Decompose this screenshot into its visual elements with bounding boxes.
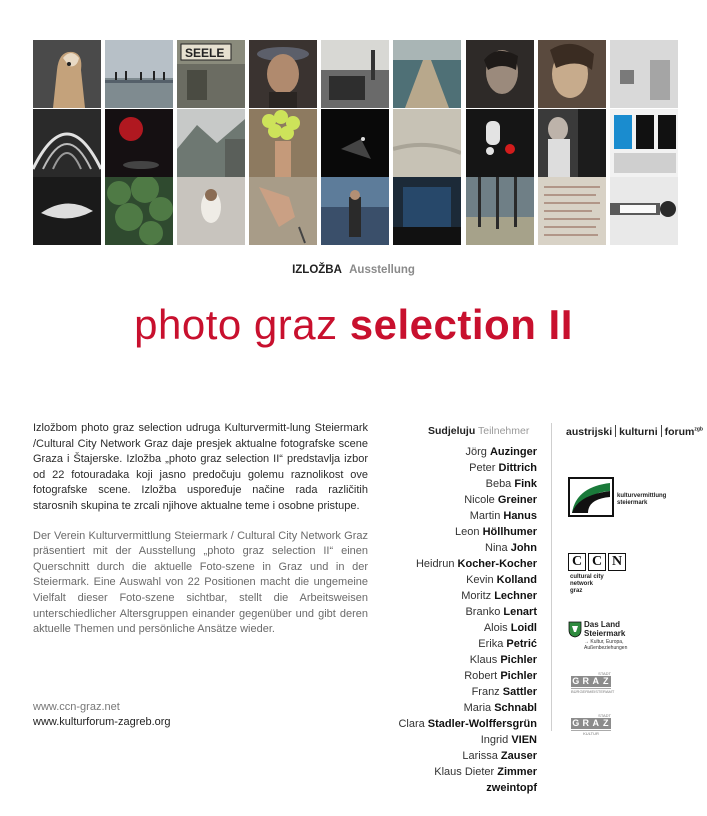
participant-last-name: Dittrich xyxy=(498,462,537,474)
participant-row xyxy=(398,540,537,556)
participant-row xyxy=(398,732,537,748)
graz-buergermeisteramt-logo: STADT G R A Z BÜRGERMEISTERAMT xyxy=(571,671,615,694)
title-bold: selection II xyxy=(349,301,573,348)
photo-red-light xyxy=(105,109,173,177)
participant-row xyxy=(398,684,537,700)
photo-lips-shape xyxy=(33,177,101,245)
participant-last-name: John xyxy=(510,542,537,554)
participant-first-name: Nicole xyxy=(464,494,495,506)
participant-first-name: Beba xyxy=(485,478,512,490)
participant-first-name: Ingrid xyxy=(480,734,509,746)
exhibition-label-de: Ausstellung xyxy=(349,264,415,276)
photo-sand xyxy=(393,109,461,177)
participant-last-name: Stadler-Wolffersgrün xyxy=(427,718,537,730)
photo-tennis-balls xyxy=(249,109,317,177)
photo-building-bw xyxy=(321,40,389,108)
participant-first-name: Moritz xyxy=(461,590,492,602)
participant-first-name: Kevin xyxy=(466,574,494,586)
participant-row xyxy=(398,556,537,572)
participant-last-name: Lechner xyxy=(494,590,537,602)
photo-woman-portrait xyxy=(466,40,534,108)
photo-figurine xyxy=(177,177,245,245)
link-kulturforum[interactable]: www.kulturforum-zagreb.org xyxy=(33,716,171,728)
page-title xyxy=(0,300,707,350)
participant-last-name: Höllhumer xyxy=(482,526,537,538)
photo-seele-sign xyxy=(177,40,245,108)
title-light: photo graz xyxy=(134,301,338,348)
exhibition-label xyxy=(0,264,707,276)
participant-last-name: Sattler xyxy=(502,686,537,698)
description-de: Der Verein Kulturvermittlung Steiermark / Cultural City Network Graz präsentiert mit der Ausstellung „photo graz selection II“ einen Querschnitt durch die aktuelle Foto-szene in Graz und in der Steiermark. Eine Auswahl von 22 Positionen macht die ungemeine Vielfalt dieser Foto-szene sichtbar, stellt die Arbeitsweisen unterschiedlicher Altersgruppen einander gegenüber und gibt deren aktuelle Themen und persönliche Ansätze wieder. xyxy=(33,529,368,636)
link-ccn[interactable]: www.ccn-graz.net xyxy=(33,701,120,713)
photo-woman-dark xyxy=(538,109,606,177)
participant-first-name: Erika xyxy=(478,638,504,650)
photo-blue-interior xyxy=(393,177,461,245)
participant-row xyxy=(398,492,537,508)
participant-last-name: Pichler xyxy=(500,670,537,682)
svg-text:SEELE: SEELE xyxy=(185,46,225,60)
photo-white-objects xyxy=(610,40,678,108)
participant-last-name: Petrić xyxy=(506,638,537,650)
photo-document xyxy=(538,177,606,245)
description-hr: Izložbom photo graz selection udruga Kulturvermitt-lung Steiermark /Cultural City Network Graz daje presjek aktualne fotografske scene Graza i Štajerske. Izložba „photo graz selection II“ predstavlja izbor od 22 fotouradaka koji jasno predočuju golemu raznolikost ove fotografske scene. Izložba uspoređuje načine rada različitih starosnih skupina te zrcali njihove aktualne teme i osobne pristupe. xyxy=(33,422,368,512)
photo-person-glass xyxy=(321,177,389,245)
exhibition-label-hr: IZLOŽBA xyxy=(292,264,342,276)
participant-first-name: Jörg xyxy=(465,446,487,458)
participant-first-name: Klaus Dieter xyxy=(434,766,495,778)
participant-row xyxy=(398,700,537,716)
participant-first-name: Heidrun xyxy=(415,558,455,570)
participant-row xyxy=(398,716,537,732)
participant-first-name: Franz xyxy=(471,686,500,698)
participant-first-name: Leon xyxy=(455,526,480,538)
austrian-cultural-forum-logo: austrijski kulturni forum$^{zgb}$ xyxy=(566,426,703,438)
photo-light-tube xyxy=(610,177,678,245)
participant-first-name: Branko xyxy=(465,606,501,618)
links xyxy=(33,700,171,730)
participants-label-de: Teilnehmer xyxy=(477,425,530,437)
participant-last-name: Pichler xyxy=(500,654,537,666)
participant-last-name: Greiner xyxy=(497,494,537,506)
participant-last-name: Zimmer xyxy=(497,766,537,778)
participant-first-name: Klaus xyxy=(469,654,498,666)
participant-last-name: Auzinger xyxy=(489,446,537,458)
divider-line xyxy=(551,423,552,731)
participant-row xyxy=(398,748,537,764)
participant-last-name: Hanus xyxy=(503,510,537,522)
participant-row xyxy=(398,620,537,636)
photo-forest xyxy=(105,177,173,245)
participant-last-name: Lenart xyxy=(503,606,537,618)
photo-ccn-squares xyxy=(610,109,678,177)
participant-last-name: zweintopf xyxy=(486,782,537,794)
photo-man-hat xyxy=(249,40,317,108)
participant-first-name: Clara xyxy=(398,718,425,730)
land-steiermark-crest-icon xyxy=(568,620,582,638)
photo-trees-light xyxy=(466,177,534,245)
land-steiermark-logo: Das Land Steiermark → Kultur, Europa, Außenbeziehungen xyxy=(568,620,582,643)
participant-first-name: Maria xyxy=(463,702,492,714)
participant-row xyxy=(398,780,537,796)
photo-sepia-face xyxy=(538,40,606,108)
participant-row xyxy=(398,604,537,620)
participant-row xyxy=(398,764,537,780)
photo-grid xyxy=(33,40,678,245)
participants-list xyxy=(398,444,537,796)
participant-first-name: Peter xyxy=(469,462,496,474)
participant-last-name: Kocher-Kocher xyxy=(457,558,537,570)
photo-red-abstract xyxy=(466,109,534,177)
participant-first-name: Larissa xyxy=(462,750,498,762)
kulturvermittlung-logo-icon xyxy=(568,477,614,517)
participant-row xyxy=(398,652,537,668)
ccn-logo: C C N xyxy=(568,553,626,571)
participant-row xyxy=(398,636,537,652)
participant-row xyxy=(398,524,537,540)
participant-first-name: Nina xyxy=(485,542,508,554)
participant-last-name: VIEN xyxy=(511,734,537,746)
description xyxy=(33,421,368,638)
participant-row xyxy=(398,476,537,492)
participant-first-name: Robert xyxy=(464,670,498,682)
photo-mountain-window xyxy=(177,109,245,177)
participant-row xyxy=(398,508,537,524)
participant-first-name: Alois xyxy=(483,622,508,634)
photo-kneeling-person xyxy=(249,177,317,245)
graz-kultur-logo: STADT G R A Z KULTUR xyxy=(572,713,611,736)
participant-row xyxy=(398,588,537,604)
ccn-logo-text: cultural city network graz xyxy=(570,574,604,594)
participant-last-name: Schnabl xyxy=(494,702,537,714)
kulturvermittlung-logo-text: kulturvermittlung steiermark xyxy=(617,493,667,506)
participant-last-name: Fink xyxy=(514,478,537,490)
participant-row xyxy=(398,668,537,684)
photo-pier xyxy=(393,40,461,108)
participant-row xyxy=(398,444,537,460)
participant-row xyxy=(398,572,537,588)
participants-label xyxy=(428,425,529,437)
participant-first-name: Martin xyxy=(469,510,501,522)
photo-architecture-dome xyxy=(33,109,101,177)
participant-row xyxy=(398,460,537,476)
photo-night-city xyxy=(321,109,389,177)
participants-label-hr: Sudjeluju xyxy=(428,425,476,437)
participant-last-name: Zauser xyxy=(500,750,537,762)
participant-last-name: Loidl xyxy=(510,622,537,634)
photo-dog xyxy=(33,40,101,108)
photo-sea-platform xyxy=(105,40,173,108)
participant-last-name: Kolland xyxy=(496,574,537,586)
